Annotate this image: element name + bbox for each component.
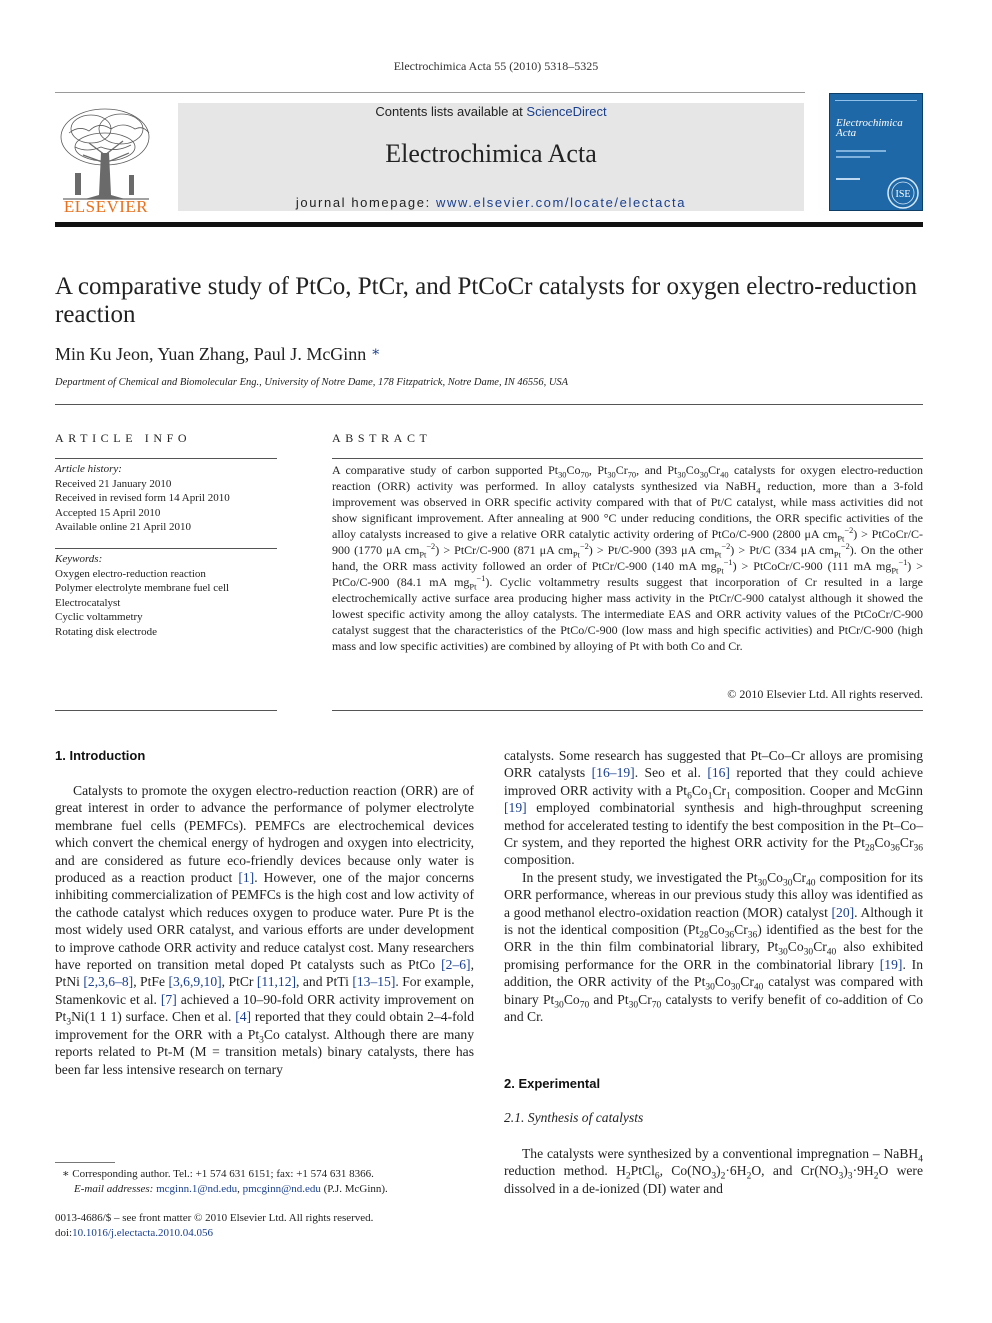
citation-link[interactable]: [3,6,9,10] [168, 974, 222, 990]
article-history [55, 462, 277, 535]
contents-prefix: Contents lists available at [375, 104, 527, 119]
citation-link[interactable]: [19] [879, 956, 903, 972]
author-list [55, 344, 380, 365]
keyword-item: Oxygen electro-reduction reaction [55, 567, 206, 580]
keyword-item: Polymer electrolyte membrane fuel cell [55, 582, 230, 594]
sciencedirect-link[interactable]: ScienceDirect [526, 104, 607, 119]
article-title: A comparative study of PtCo, PtCr, and PtCoCr catalysts for oxygen electro-reduction reaction [55, 273, 918, 328]
intro-paragraph-continued: catalysts. Some research has suggested that Pt–Co–Cr alloys are promising ORR catalysts [16–19]. Seo et al. [16] reported that they could achieve improved ORR activity with a $Pt_6Co_1Cr_1$ composition. Cooper and McGinn [19] employed combinatorial synthesis and high-throughput screening method for accelerated testing to identify the best composition in the Pt–Co–Cr system, and they reported the highest ORR activity for the $Pt_{28}Co_{36}Cr_{36}$ composition. [504, 748, 923, 868]
keywords [55, 552, 277, 639]
homepage-prefix: journal homepage: [295, 195, 437, 210]
abstract-bottom-rule [332, 710, 923, 711]
history-item: Accepted 15 April 2010 [55, 506, 161, 519]
journal-title: Electrochimica Acta [385, 139, 597, 168]
contents-line [178, 104, 804, 119]
cover-text-line [836, 150, 886, 152]
cover-top-rule [835, 100, 917, 111]
citation-link[interactable]: [11,12] [256, 974, 297, 990]
publisher-logo[interactable] [55, 103, 157, 215]
citation-link[interactable]: [4] [235, 1009, 252, 1025]
intro-column-right [504, 747, 923, 1026]
experimental-column [504, 1145, 923, 1197]
history-item: Received 21 January 2010 [55, 477, 172, 490]
running-head: Electrochimica Acta 55 (2010) 5318–5325 [393, 59, 599, 73]
citation-link[interactable]: [16] [707, 765, 730, 781]
keyword-item: Electrocatalyst [55, 596, 121, 609]
journal-homepage [178, 195, 804, 210]
subsection-heading-synthesis: 2.1. Synthesis of catalysts [504, 1110, 644, 1125]
ise-seal-icon [886, 176, 920, 210]
keyword-item: Cyclic voltammetry [55, 611, 143, 623]
title-rule [55, 404, 923, 405]
keywords-label: Keywords: [55, 553, 103, 565]
footnote-corresponding [62, 1167, 474, 1196]
intro-column-left [55, 782, 474, 1078]
citation-link[interactable]: [2,3,6–8] [83, 974, 134, 990]
history-item: Received in revised form 14 April 2010 [55, 492, 230, 504]
cover-text-line [836, 156, 870, 158]
keywords-rule [55, 548, 277, 549]
citation-link[interactable]: [1] [238, 870, 255, 886]
history-item: Available online 21 April 2010 [55, 521, 192, 533]
journal-cover-thumbnail[interactable] [829, 93, 923, 211]
corresponding-author-note: ∗ Corresponding author. Tel.: +1 574 631 6151; fax: +1 574 631 8366. [62, 1168, 374, 1180]
history-label: Article history: [55, 463, 122, 475]
homepage-link[interactable]: www.elsevier.com/locate/electacta [436, 195, 687, 210]
header-bottom-rule [55, 222, 923, 227]
email-link[interactable]: mcginn.1@nd.edu [156, 1182, 238, 1195]
svg-text:ISE: ISE [895, 189, 911, 200]
cover-title: Electrochimica Acta [836, 117, 903, 139]
front-matter-note [55, 1211, 474, 1240]
intro-paragraph: In the present study, we investigated the $Pt_{30}Co_{30}Cr_{40}$ composition for its ORR performance, whereas in our previous study this alloy was identified as a good methanol electro-oxidation reaction (MOR) catalyst [20]. Although it is not the identical composition $(Pt_{28}Co_{36}Cr_{36})$ identified as the best for the ORR in the thin film combinatorial library, $Pt_{30}Co_{30}Cr_{40}$ also exhibited promising performance for the ORR in the combinatorial library [19]. In addition, the ORR activity of the $Pt_{30}Co_{30}Cr_{40}$ catalyst was compared with binary $Pt_{30}Co_{70}$ and $Pt_{30}Cr_{70}$ catalysts to verify benefit of co-addition of Co and Cr. [504, 869, 924, 1025]
footnote-rule [55, 1162, 115, 1163]
citation-link[interactable]: [19] [504, 800, 527, 816]
section-heading-experimental: 2. Experimental [504, 1076, 601, 1091]
issn-line: 0013-4686/$ – see front matter © 2010 Elsevier Ltd. All rights reserved. [55, 1212, 374, 1224]
email-addresses: E-mail addresses: mcginn.1@nd.edu, pmcginn@nd.edu (P.J. McGinn). [74, 1182, 388, 1195]
abstract-text: A comparative study of carbon supported $Pt_{30}Co_{70}$, $Pt_{30}Cr_{70}$, and $Pt_{30}Co_{30}Cr_{40}$ catalysts for oxygen electro-reduction reaction (ORR) activity was performed. In alloy catalysts synthesized via NaBH$_4$ reduction, more than a 3-fold improvement was observed in ORR specific activity compared with that of Pt/C catalyst, while mass activities did not show significant improvement. After annealing at 900 °C under reducing conditions, the ORR specific activities of the alloy catalysts increased to give a relative ORR catalytic activity ordering of PtCo/C-900 (2800 μA $cm_{Pt}^{-2}$) > PtCoCr/C-900 (1770 μA $cm_{Pt}^{-2}$) > PtCr/C-900 (871 μA $cm_{Pt}^{-2}) > Pt/C-900$ (393 μA $cm_{Pt}^{-2}) > Pt/C$ (334 μA $cm_{Pt}^{-2}$). On the other hand, the ORR mass activity followed an order of PtCr/C-900 (140 mA $mg_{Pt}^{-1}$) > PtCoCr/C-900 (111 mA $mg_{Pt}^{-1}$) > PtCo/C-900 (84.1 mA $mg_{Pt}^{-1}$). Cyclic voltammetry results suggest that incorporation of Cr resulted in a large electrochemically active surface area producing higher mass activity in the PtCr/C-900 catalyst although it showed the lowest specific activity among the alloy catalysts. The intermediate EAS and ORR activity values of the PtCoCr/C-900 catalyst suggest that the characteristics of the PtCo/C-900 (low mass and high specific activities) and PtCr/C-900 (high mass and low specific activities) are combined by alloying of Pt with both Co and Cr. [332, 463, 924, 653]
intro-paragraph: Catalysts to promote the oxygen electro-reduction reaction (ORR) are of great interest in order to advance the performance of polymer electrolyte membrane fuel cells (PEMFCs). PEMFCs are electrochemical devices which convert the chemical energy of hydrogen and oxygen into electricity, and are considered as future eco-friendly devices because only water is produced as a reaction product [1]. However, one of the major concerns inhibiting commercialization of PEMFCs is the high cost and low activity of the cathode catalyst which reduces oxygen to produce water. Pure Pt is the most widely used ORR catalyst, and various efforts are under development to improve cathode ORR activity and reduce catalyst cost. Many researchers have reported on transition metal doped Pt catalysts such as PtCo [2–6], PtNi [2,3,6–8], PtFe [3,6,9,10], PtCr [11,12], and PtTi [13–15]. For example, Stamenkovic et al. [7] achieved a 10–90-fold ORR activity improvement on $Pt_3Ni(1$ 1 1) surface. Chen et al. [4] reported that they could obtain 2–4-fold improvement for the ORR with a $Pt_3Co$ catalyst. Although there are many reports related to Pt-M (M = transition metals) binary catalysts, there has been far less intensive research on ternary [55, 783, 475, 1077]
article-info-rule [55, 458, 277, 459]
article-info-heading: ARTICLE INFO [55, 431, 192, 445]
citation-link[interactable]: [16–19] [591, 765, 635, 781]
doi-line: doi:10.1016/j.electacta.2010.04.056 [55, 1226, 213, 1239]
citation-link[interactable]: [13–15] [352, 974, 396, 990]
header-top-rule [55, 92, 805, 93]
abstract-rule [332, 458, 923, 459]
section-heading-introduction: 1. Introduction [55, 748, 146, 763]
keyword-item: Rotating disk electrode [55, 625, 158, 638]
citation-link[interactable]: [20] [831, 904, 855, 920]
abstract-copyright: © 2010 Elsevier Ltd. All rights reserved. [727, 687, 923, 701]
citation-link[interactable]: [2–6] [441, 957, 471, 973]
abstract-heading: ABSTRACT [332, 431, 432, 445]
corresponding-author-mark[interactable]: ∗ [370, 345, 381, 360]
email-link[interactable]: pmcginn@nd.edu [242, 1182, 321, 1195]
affiliation: Department of Chemical and Biomolecular Eng., University of Notre Dame, 178 Fitzpatrick, Notre Dame, IN 46556, USA [55, 377, 569, 388]
article-info-bottom-rule [55, 710, 277, 711]
cover-text-line [836, 178, 860, 180]
doi-link[interactable]: 10.1016/j.electacta.2010.04.056 [72, 1226, 213, 1239]
experimental-paragraph: The catalysts were synthesized by a conventional impregnation – NaBH$_4$ reduction method. $H_2PtCl_6$, $Co(NO_3)_2\cdot 6H_2O$, and $Cr(NO_3)_3\cdot 9H_2O$ were dissolved in a de-ionized (DI) water and [504, 1146, 923, 1196]
publisher-wordmark: ELSEVIER [63, 197, 149, 216]
authors: Min Ku Jeon, Yuan Zhang, Paul J. McGinn [55, 344, 367, 364]
citation-link[interactable]: [7] [160, 991, 177, 1007]
